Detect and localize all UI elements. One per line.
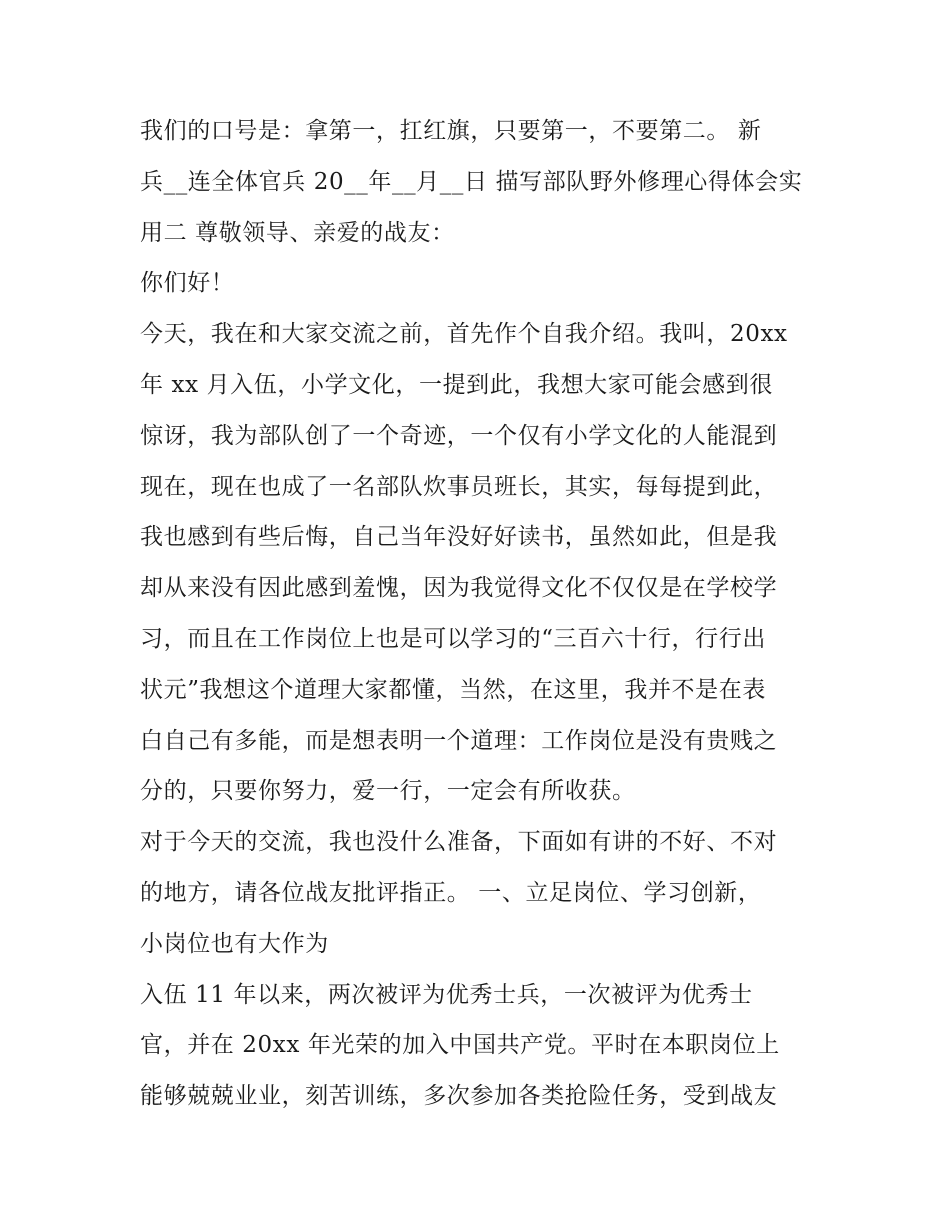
text-line: 我也感到有些后悔，自己当年没好好读书，虽然如此，但是我 — [140, 524, 778, 551]
text-line: 的地方，请各位战友批评指正。 一、立足岗位、学习创新， — [140, 879, 762, 906]
text-line: 对于今天的交流，我也没什么准备，下面如有讲的不好、不对 — [140, 829, 778, 856]
text-line: 年 xx 月入伍，小学文化，一提到此，我想大家可能会感到很 — [140, 371, 773, 398]
text-line: 分的，只要你努力，爱一行，一定会有所收获。 — [140, 778, 636, 805]
text-line: 现在，现在也成了一名部队炊事员班长，其实，每每提到此， — [140, 473, 778, 500]
text-line: 惊讶，我为部队创了一个奇迹，一个仅有小学文化的人能混到 — [140, 422, 778, 449]
text-line: 你们好！ — [140, 270, 235, 297]
text-line: 用二 尊敬领导、亲爱的战友： — [140, 219, 455, 246]
text-line: 兵__连全体官兵 20__年__月__日 描写部队野外修理心得体会实 — [140, 168, 803, 195]
text-line: 小岗位也有大作为 — [140, 930, 329, 957]
text-line: 习，而且在工作岗位上也是可以学习的“三百六十行，行行出 — [140, 625, 766, 652]
text-line: 白自己有多能，而是想表明一个道理：工作岗位是没有贵贱之 — [140, 727, 778, 754]
text-line: 能够兢兢业业，刻苦训练，多次参加各类抢险任务，受到战友 — [140, 1083, 778, 1110]
text-line: 今天，我在和大家交流之前，首先作个自我介绍。我叫，20xx — [140, 321, 788, 348]
text-line: 官，并在 20xx 年光荣的加入中国共产党。平时在本职岗位上 — [140, 1032, 780, 1059]
text-line: 却从来没有因此感到羞愧，因为我觉得文化不仅仅是在学校学 — [140, 575, 778, 602]
text-line: 入伍 11 年以来，两次被评为优秀士兵，一次被评为优秀士 — [140, 981, 753, 1008]
text-line: 状元”我想这个道理大家都懂，当然，在这里，我并不是在表 — [140, 676, 766, 703]
body-text — [140, 106, 830, 1122]
text-line: 我们的口号是：拿第一，扛红旗，只要第一，不要第二。 新 — [140, 118, 762, 144]
